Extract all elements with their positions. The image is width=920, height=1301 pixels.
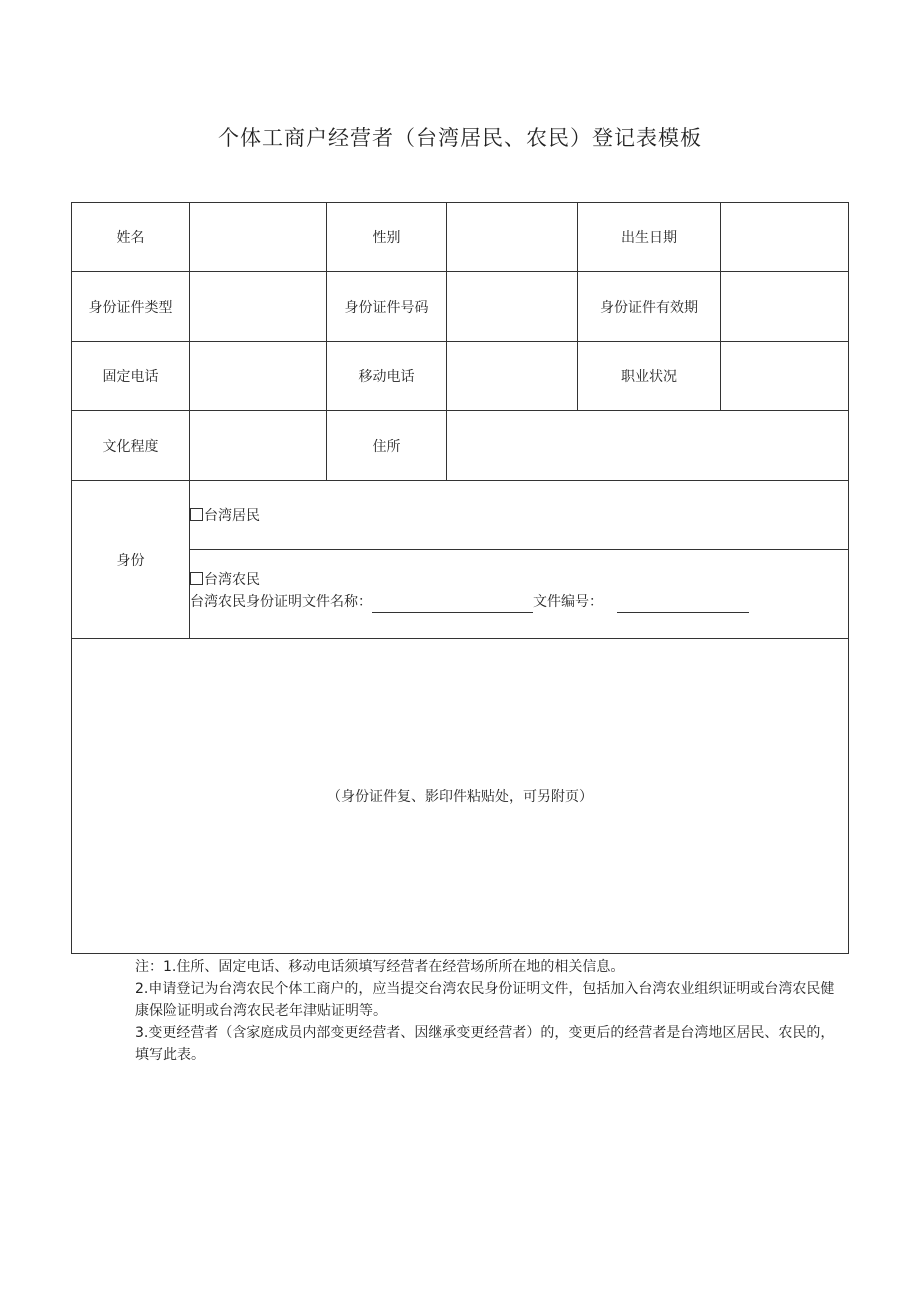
page-title: 个体工商户经营者（台湾居民、农民）登记表模板 (218, 126, 702, 150)
notes-section (135, 956, 847, 1066)
resident-option-label: 台湾居民 (204, 508, 260, 524)
education-label: 文化程度 (72, 411, 190, 481)
identity-label: 身份 (72, 481, 190, 639)
note-3: 3.变更经营者（含家庭成员内部变更经营者、因继承变更经营者）的，变更后的经营者是台湾地区居民、农民的，填写此表。 (135, 1025, 835, 1063)
mobile-label: 移动电话 (327, 342, 447, 411)
id-type-label: 身份证件类型 (72, 272, 190, 342)
id-validity-label: 身份证件有效期 (578, 272, 721, 342)
farmer-checkbox[interactable] (190, 572, 203, 585)
id-type-field[interactable] (190, 272, 327, 342)
doc-number-label: 文件编号： (533, 594, 603, 610)
note-2: 2.申请登记为台湾农民个体工商户的，应当提交台湾农民身份证明文件，包括加入台湾农业组织证明或台湾农民健康保险证明或台湾农民老年津贴证明等。 (135, 981, 835, 1019)
resident-checkbox[interactable] (190, 508, 203, 521)
resident-option[interactable] (190, 481, 849, 550)
mobile-field[interactable] (447, 342, 578, 411)
farmer-option-label: 台湾农民 (204, 572, 260, 588)
doc-number-line[interactable] (617, 598, 749, 613)
birth-date-label: 出生日期 (578, 203, 721, 272)
occupation-field[interactable] (721, 342, 849, 411)
farmer-option[interactable] (190, 550, 849, 639)
paste-note: （身份证件复、影印件粘贴处，可另附页） (327, 789, 593, 805)
gender-label: 性别 (327, 203, 447, 272)
occupation-label: 职业状况 (578, 342, 721, 411)
name-field[interactable] (190, 203, 327, 272)
id-copy-paste-area (72, 639, 849, 954)
note-1: 注：1.住所、固定电话、移动电话须填写经营者在经营场所所在地的相关信息。 (135, 959, 625, 975)
address-label: 住所 (327, 411, 447, 481)
id-validity-field[interactable] (721, 272, 849, 342)
farmer-doc-label: 台湾农民身份证明文件名称： (190, 594, 372, 610)
id-number-field[interactable] (447, 272, 578, 342)
phone-label: 固定电话 (72, 342, 190, 411)
address-field[interactable] (447, 411, 849, 481)
registration-form-table (71, 202, 849, 954)
birth-date-field[interactable] (721, 203, 849, 272)
education-field[interactable] (190, 411, 327, 481)
farmer-doc-name-line[interactable] (372, 598, 533, 613)
phone-field[interactable] (190, 342, 327, 411)
name-label: 姓名 (72, 203, 190, 272)
gender-field[interactable] (447, 203, 578, 272)
id-number-label: 身份证件号码 (327, 272, 447, 342)
